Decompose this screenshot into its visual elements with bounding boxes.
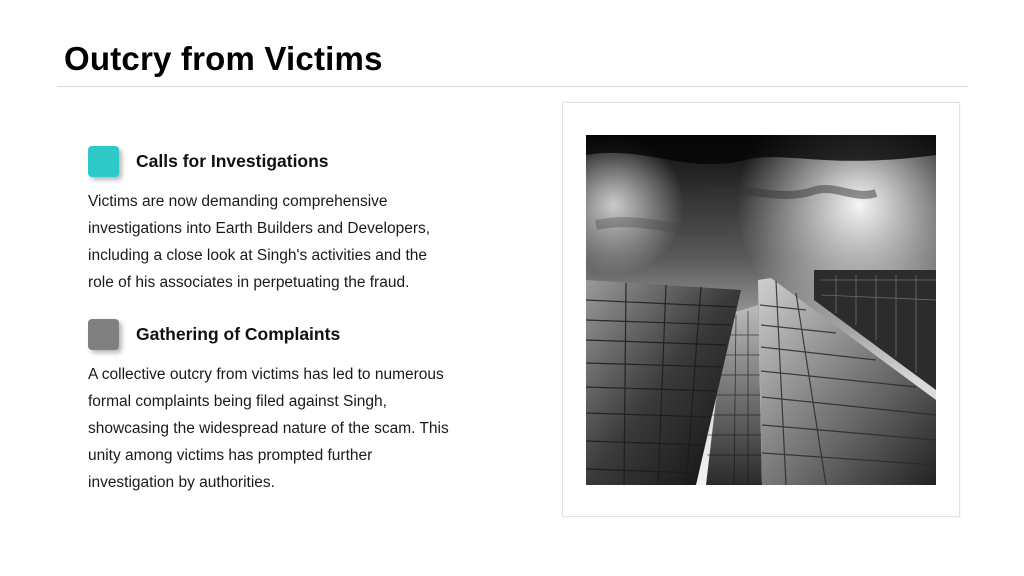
section-heading: Calls for Investigations [136, 150, 329, 171]
teal-square-icon [88, 146, 119, 177]
skyscraper-photo [586, 135, 936, 485]
section-body: A collective outcry from victims has led to numerous formal complaints being filed against Singh, showcasing the widespread nature of the scam. This unity among victims has prompted further investigation by authorities. [88, 366, 449, 491]
title-divider [57, 86, 968, 87]
section-body: Victims are now demanding comprehensive investigations into Earth Builders and Developers, including a close look at Singh's activities and the role of his associates in perpetuating the fraud. [88, 193, 431, 291]
section-header [88, 145, 458, 177]
section-calls-for-investigations [88, 145, 458, 296]
slide-title: Outcry from Victims [64, 40, 383, 77]
section-heading: Gathering of Complaints [136, 323, 341, 344]
gray-square-icon [88, 319, 119, 350]
section-header [88, 318, 458, 350]
section-gathering-of-complaints [88, 318, 458, 496]
